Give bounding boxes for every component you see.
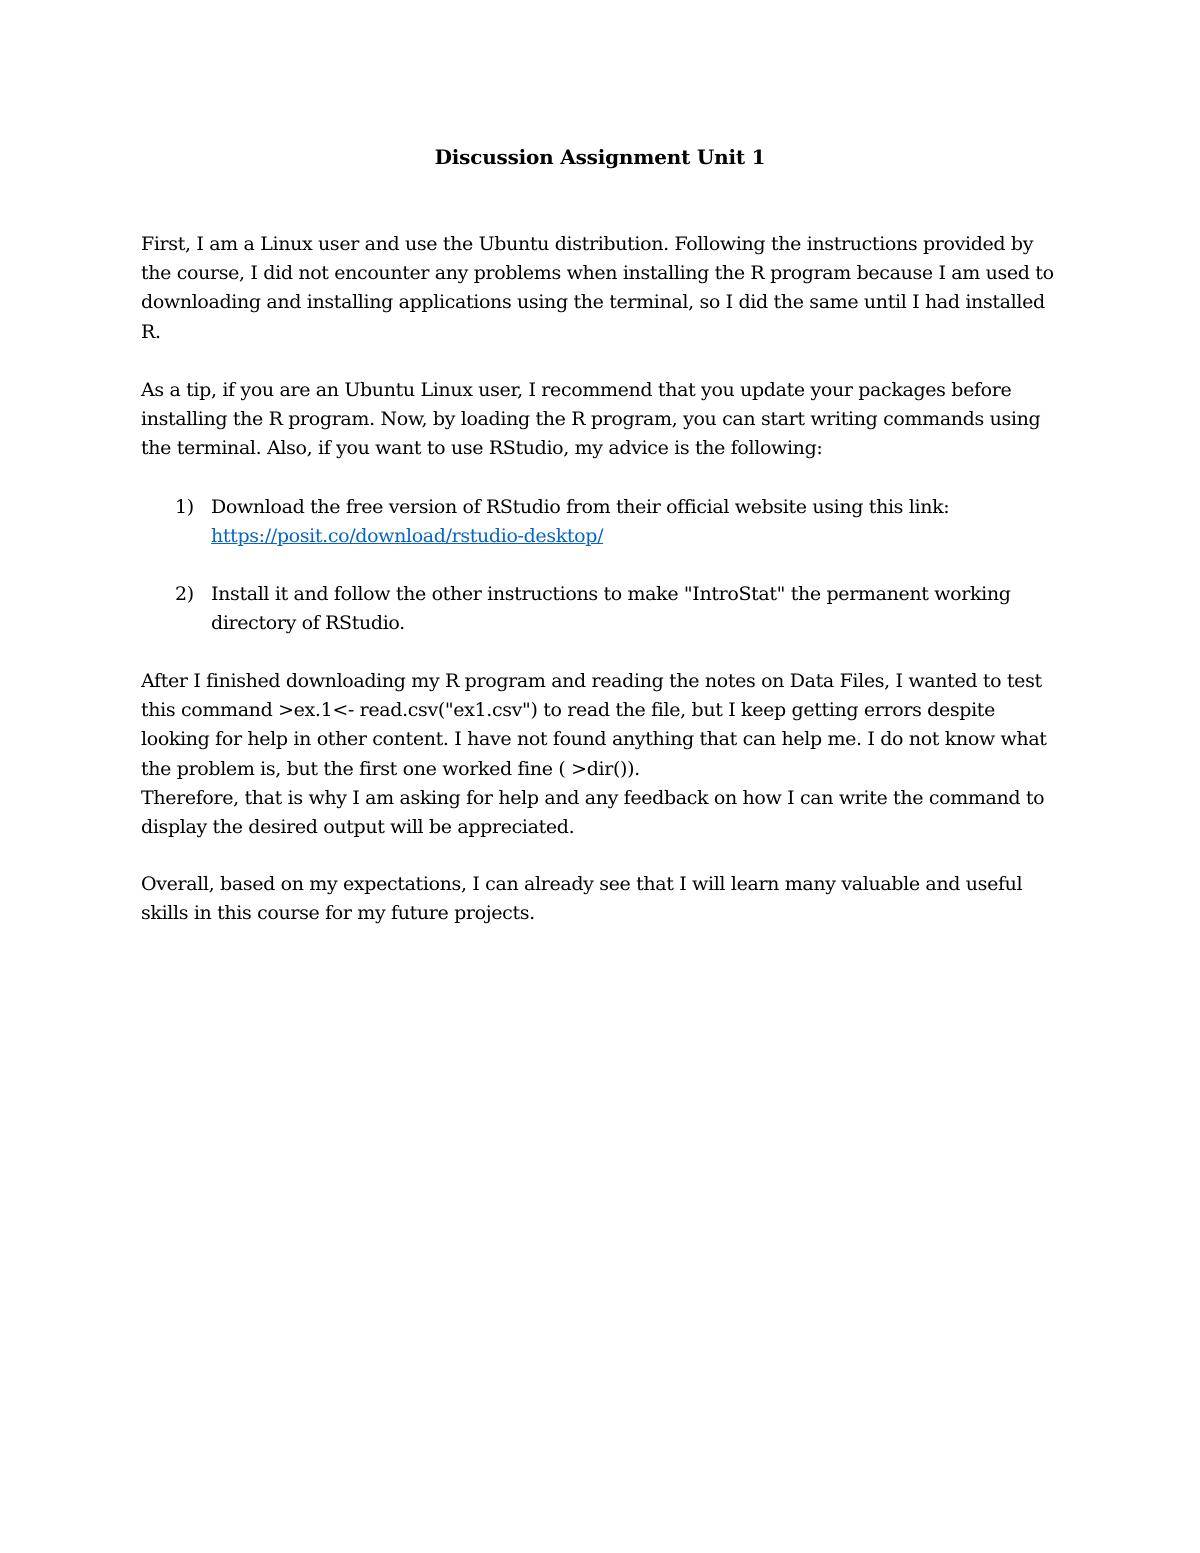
document-title: Discussion Assignment Unit 1 [434,145,766,169]
list-line: Download the free version of RStudio from their official website using this link: [211,496,950,518]
paragraph-line: Therefore, that is why I am asking for help and any feedback on how I can write the command to [141,786,1045,809]
paragraph-line: this command >ex.1<- read.csv("ex1.csv") to read the file, but I keep getting errors despite [141,699,995,722]
paragraph-tip [141,376,1081,464]
paragraph-line: First, I am a Linux user and use the Ubuntu distribution. Following the instructions provided by [141,233,1034,255]
paragraph-line: the course, I did not encounter any problems when installing the R program because I am used to [141,262,1054,285]
paragraph-conclusion [141,870,1081,928]
paragraph-line: As a tip, if you are an Ubuntu Linux user, I recommend that you update your packages before [141,379,1012,401]
paragraph-intro [141,230,1081,347]
rstudio-download-link[interactable]: https://posit.co/download/rstudio-desktop/ [211,525,604,548]
paragraph-line: the problem is, but the first one worked fine ( >dir()). [141,757,640,780]
list-number: 2) [175,583,194,605]
paragraph-line: skills in this course for my future projects. [141,902,535,925]
paragraph-line: After I finished downloading my R program and reading the notes on Data Files, I wanted to test [141,670,1042,692]
paragraph-line: R. [141,320,161,343]
paragraph-problem [141,667,1081,842]
paragraph-line: installing the R program. Now, by loading the R program, you can start writing commands using [141,408,1041,431]
paragraph-line: the terminal. Also, if you want to use RStudio, my advice is the following: [141,437,823,460]
paragraph-line: downloading and installing applications using the terminal, so I did the same until I had installed [141,291,1045,314]
list-item-body [211,580,1081,638]
list-number: 1) [175,496,194,518]
paragraph-line: Overall, based on my expectations, I can already see that I will learn many valuable and useful [141,873,1023,895]
list-line: Install it and follow the other instructions to make "IntroStat" the permanent working [211,583,1011,605]
paragraph-line: looking for help in other content. I have not found anything that can help me. I do not know what [141,728,1047,751]
list-item-body [211,493,1081,551]
paragraph-line: display the desired output will be appreciated. [141,816,575,839]
list-line: directory of RStudio. [211,612,405,635]
